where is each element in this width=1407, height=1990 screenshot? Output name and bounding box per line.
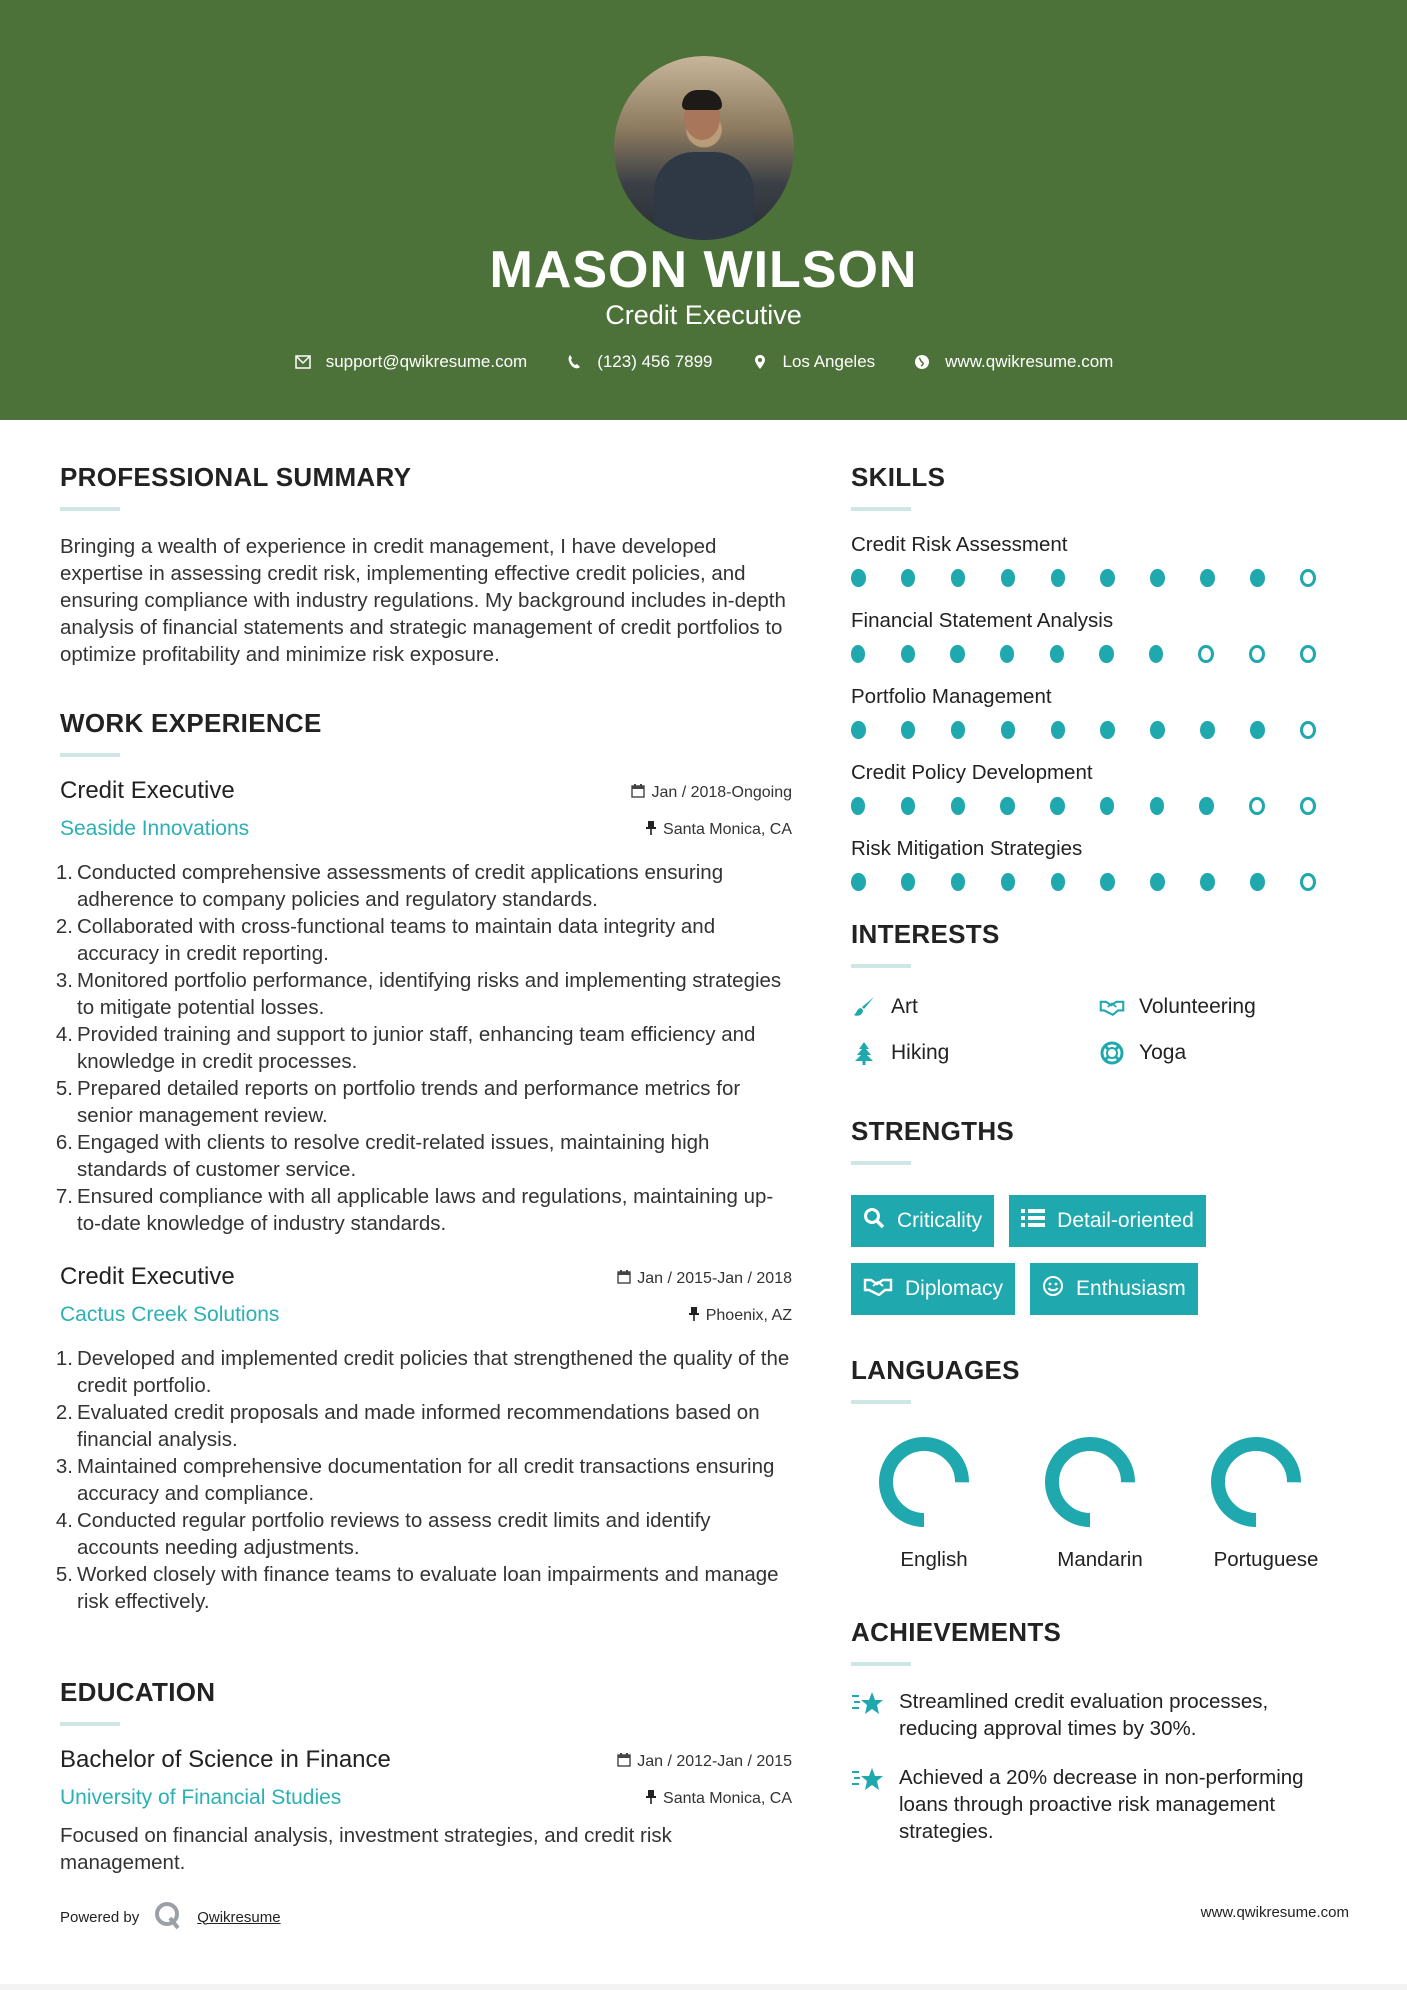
skill-name: Financial Statement Analysis <box>851 609 1114 632</box>
qwikresume-link[interactable]: Qwikresume <box>197 1908 281 1926</box>
achievements-section <box>851 1617 1351 1845</box>
list-item: 3. Maintained comprehensive documentation for all credit transactions ensuring accuracy and compliance. <box>55 1455 775 1505</box>
search-icon <box>863 1207 885 1235</box>
interests-list <box>851 994 1351 1066</box>
degree-title: Bachelor of Science in Finance <box>60 1746 391 1773</box>
rating-dot-filled <box>950 645 964 663</box>
skill-item <box>851 837 1351 891</box>
skills-list <box>851 533 1351 891</box>
list-item: 7. Ensured compliance with all applicable laws and regulations, maintaining up-to-date knowledge of industry standards. <box>55 1185 774 1235</box>
rating-dot-filled <box>951 721 966 739</box>
job-title: Credit Executive <box>60 1263 235 1290</box>
section-title: ACHIEVEMENTS <box>851 1617 1062 1647</box>
rating-dot-filled <box>851 645 865 663</box>
candidate-role: Credit Executive <box>605 300 802 330</box>
handshake-icon <box>863 1276 893 1302</box>
handshake-icon <box>1099 994 1125 1020</box>
summary-text: Bringing a wealth of experience in credit management, I have developed expertise in assessing credit risk, implementing effective credit policies, and ensuring compliance with industry regulations. My background includes in-depth analysis of financial statements and strategic management of credit portfolios to optimize profitability and minimize risk exposure. <box>60 535 786 666</box>
rating-dot-filled <box>1051 873 1066 891</box>
candidate-name: MASON WILSON <box>489 241 918 299</box>
calendar-icon <box>617 1269 631 1289</box>
resume-header <box>0 0 1407 420</box>
skill-rating <box>851 645 1351 663</box>
section-divider <box>851 1400 911 1404</box>
skill-rating <box>851 569 1351 587</box>
skill-name: Risk Mitigation Strategies <box>851 837 1083 860</box>
rating-dot-filled <box>1200 569 1215 587</box>
rating-dot-filled <box>1250 569 1265 587</box>
school-name: University of Financial Studies <box>60 1786 342 1809</box>
strength-chip <box>1009 1195 1206 1247</box>
rating-dot-filled <box>1050 797 1064 815</box>
rating-dot-filled <box>951 569 966 587</box>
strength-chip <box>851 1263 1015 1315</box>
achievement-text: Achieved a 20% decrease in non-performing loans through proactive risk management strategies. <box>899 1766 1304 1843</box>
list-item: 6. Engaged with clients to resolve credit-related issues, maintaining high standards of customer service. <box>55 1131 710 1181</box>
section-title: STRENGTHS <box>851 1116 1015 1146</box>
strengths-list <box>851 1195 1281 1315</box>
skill-item <box>851 761 1351 815</box>
language-name: English <box>900 1548 968 1571</box>
education-section <box>60 1677 792 1876</box>
contact-phone[interactable]: (123) 456 7899 <box>597 352 713 371</box>
skill-item <box>851 533 1351 587</box>
language-name: Mandarin <box>1057 1548 1143 1571</box>
skill-name: Portfolio Management <box>851 685 1052 708</box>
shooting-star-icon <box>851 1688 885 1742</box>
contact-row <box>0 352 1407 372</box>
education-date: Jan / 2012-Jan / 2015 <box>637 1753 792 1770</box>
rating-dot-filled <box>1100 721 1115 739</box>
globe-icon <box>913 353 931 371</box>
rating-dot-filled <box>851 873 866 891</box>
section-title: LANGUAGES <box>851 1355 1020 1385</box>
strength-label: Enthusiasm <box>1076 1277 1186 1300</box>
pushpin-icon <box>688 1306 700 1326</box>
rating-dot-filled <box>1051 721 1066 739</box>
language-item <box>851 1434 1017 1573</box>
section-divider <box>851 964 911 968</box>
language-item <box>1183 1434 1349 1573</box>
interest-item <box>1099 994 1347 1020</box>
list-item: 5. Prepared detailed reports on portfolio trends and performance metrics for senior management review. <box>55 1077 741 1127</box>
rating-dot-filled <box>1051 569 1066 587</box>
interest-item <box>1099 1040 1347 1066</box>
list-item: 2. Evaluated credit proposals and made informed recommendations based on financial analysis. <box>55 1401 760 1451</box>
skill-rating <box>851 721 1351 739</box>
rating-dot-empty <box>1300 569 1316 587</box>
achievement-item <box>851 1688 1351 1742</box>
rating-dot-empty <box>1300 645 1316 663</box>
rating-dot-filled <box>851 721 866 739</box>
rating-dot-filled <box>1149 645 1163 663</box>
contact-location: Los Angeles <box>782 352 876 371</box>
rating-dot-empty <box>1249 797 1265 815</box>
languages-section <box>851 1355 1351 1573</box>
rating-dot-filled <box>1250 721 1265 739</box>
education-location: Santa Monica, CA <box>663 1790 792 1807</box>
rating-dot-filled <box>1001 721 1016 739</box>
profile-photo <box>614 56 794 240</box>
job-entry <box>55 777 792 1237</box>
rating-dot-filled <box>901 797 915 815</box>
pushpin-icon <box>645 820 657 840</box>
section-divider <box>60 753 120 757</box>
rating-dot-empty <box>1300 721 1316 739</box>
shooting-star-icon <box>851 1764 885 1845</box>
skill-name: Credit Policy Development <box>851 761 1093 784</box>
rating-dot-filled <box>901 873 916 891</box>
list-item: 2. Collaborated with cross-functional teams to maintain data integrity and accuracy in credit reporting. <box>55 915 716 965</box>
interest-item <box>851 1040 1099 1066</box>
interest-name: Yoga <box>1139 1041 1187 1064</box>
section-divider <box>60 1722 120 1726</box>
rating-dot-filled <box>1001 873 1016 891</box>
strength-chip <box>851 1195 994 1247</box>
section-divider <box>851 507 911 511</box>
rating-dot-filled <box>1150 721 1165 739</box>
rating-dot-filled <box>1000 797 1014 815</box>
interests-section <box>851 919 1351 1066</box>
rating-dot-filled <box>1200 721 1215 739</box>
education-description: Focused on financial analysis, investment strategies, and credit risk management. <box>60 1824 672 1874</box>
rating-dot-filled <box>1200 873 1215 891</box>
list-item: 1. Developed and implemented credit policies that strengthened the quality of the credit portfolio. <box>55 1347 790 1397</box>
qwikresume-logo-icon <box>153 1900 183 1934</box>
list-item: 3. Monitored portfolio performance, identifying risks and implementing strategies to mitigate potential losses. <box>55 969 782 1019</box>
rating-dot-empty <box>1300 797 1316 815</box>
rating-dot-empty <box>1300 873 1316 891</box>
rating-dot-filled <box>1099 645 1113 663</box>
list-item: 1. Conducted comprehensive assessments of credit applications ensuring adherence to company policies and regulatory standards. <box>55 861 724 911</box>
rating-dot-filled <box>1150 873 1165 891</box>
rating-dot-filled <box>1050 645 1064 663</box>
rating-dot-filled <box>901 721 916 739</box>
left-column <box>55 462 792 1876</box>
paintbrush-icon <box>851 994 877 1020</box>
job-company: Seaside Innovations <box>60 817 250 840</box>
summary-section <box>60 462 792 668</box>
rating-dot-filled <box>1250 873 1265 891</box>
strength-label: Criticality <box>897 1209 983 1232</box>
language-name: Portuguese <box>1213 1548 1319 1571</box>
job-date: Jan / 2018-Ongoing <box>651 784 792 801</box>
section-divider <box>60 507 120 511</box>
job-bullets <box>55 859 792 1237</box>
language-item <box>1017 1434 1183 1573</box>
interest-item <box>851 994 1099 1020</box>
skill-item <box>851 609 1351 663</box>
rating-dot-filled <box>951 797 965 815</box>
achievement-item <box>851 1764 1351 1845</box>
powered-by-label: Powered by <box>60 1908 140 1926</box>
job-location: Phoenix, AZ <box>705 1307 792 1324</box>
tree-icon <box>851 1040 877 1066</box>
lifebuoy-icon <box>1099 1040 1125 1066</box>
interest-name: Volunteering <box>1139 995 1256 1018</box>
job-date: Jan / 2015-Jan / 2018 <box>637 1270 792 1287</box>
education-entry <box>60 1746 792 1876</box>
rating-dot-empty <box>1249 645 1265 663</box>
strength-label: Detail-oriented <box>1057 1209 1194 1232</box>
skill-name: Credit Risk Assessment <box>851 533 1068 556</box>
rating-dot-filled <box>1199 797 1213 815</box>
calendar-icon <box>617 1752 631 1772</box>
list-item: 4. Provided training and support to junior staff, enhancing team efficiency and knowledge in credit processes. <box>55 1023 756 1073</box>
list-item: 4. Conducted regular portfolio reviews to assess credit limits and identify accounts needing adjustments. <box>55 1509 711 1559</box>
skill-rating <box>851 873 1351 891</box>
section-title: SKILLS <box>851 462 946 492</box>
rating-dot-filled <box>1000 645 1014 663</box>
page-bottom-edge <box>0 1984 1407 1990</box>
job-location: Santa Monica, CA <box>663 821 792 838</box>
rating-dot-filled <box>851 797 865 815</box>
rating-dot-filled <box>1100 873 1115 891</box>
envelope-icon <box>294 353 312 371</box>
language-progress-ring <box>1208 1434 1304 1530</box>
footer-website-link[interactable]: www.qwikresume.com <box>1200 1904 1349 1921</box>
contact-website[interactable]: www.qwikresume.com <box>945 352 1114 371</box>
section-divider <box>851 1662 911 1666</box>
rating-dot-filled <box>951 873 966 891</box>
skill-item <box>851 685 1351 739</box>
phone-icon <box>565 353 583 371</box>
rating-dot-filled <box>901 569 916 587</box>
rating-dot-filled <box>1100 797 1114 815</box>
pushpin-icon <box>645 1789 657 1809</box>
skill-rating <box>851 797 1351 815</box>
rating-dot-empty <box>1198 645 1214 663</box>
section-title: PROFESSIONAL SUMMARY <box>60 462 412 492</box>
experience-section <box>55 708 792 1615</box>
strength-label: Diplomacy <box>905 1277 1004 1300</box>
job-company: Cactus Creek Solutions <box>60 1303 280 1326</box>
rating-dot-filled <box>1100 569 1115 587</box>
strength-chip <box>1030 1263 1198 1315</box>
languages-list <box>851 1434 1351 1573</box>
section-title: EDUCATION <box>60 1677 216 1707</box>
job-title: Credit Executive <box>60 777 235 804</box>
right-column <box>851 462 1351 1845</box>
contact-email[interactable]: support@qwikresume.com <box>325 352 528 371</box>
list-item: 5. Worked closely with finance teams to evaluate loan impairments and manage risk effectively. <box>55 1563 779 1613</box>
map-pin-icon <box>751 353 769 371</box>
calendar-icon <box>631 783 645 803</box>
section-title: WORK EXPERIENCE <box>60 708 322 738</box>
smile-icon <box>1042 1275 1064 1303</box>
rating-dot-filled <box>1001 569 1016 587</box>
section-title: INTERESTS <box>851 919 1000 949</box>
list-icon <box>1021 1208 1045 1234</box>
language-progress-ring <box>876 1434 972 1530</box>
rating-dot-filled <box>1150 569 1165 587</box>
footer-powered-by <box>60 1900 281 1934</box>
rating-dot-filled <box>851 569 866 587</box>
job-bullets <box>55 1345 792 1615</box>
interest-name: Hiking <box>891 1041 950 1064</box>
section-divider <box>851 1161 911 1165</box>
rating-dot-filled <box>1150 797 1164 815</box>
achievement-text: Streamlined credit evaluation processes, reducing approval times by 30%. <box>899 1690 1269 1740</box>
interest-name: Art <box>891 995 918 1018</box>
skills-section <box>851 462 1351 891</box>
rating-dot-filled <box>901 645 915 663</box>
strengths-section <box>851 1116 1351 1315</box>
language-progress-ring <box>1042 1434 1138 1530</box>
job-entry <box>55 1263 792 1615</box>
